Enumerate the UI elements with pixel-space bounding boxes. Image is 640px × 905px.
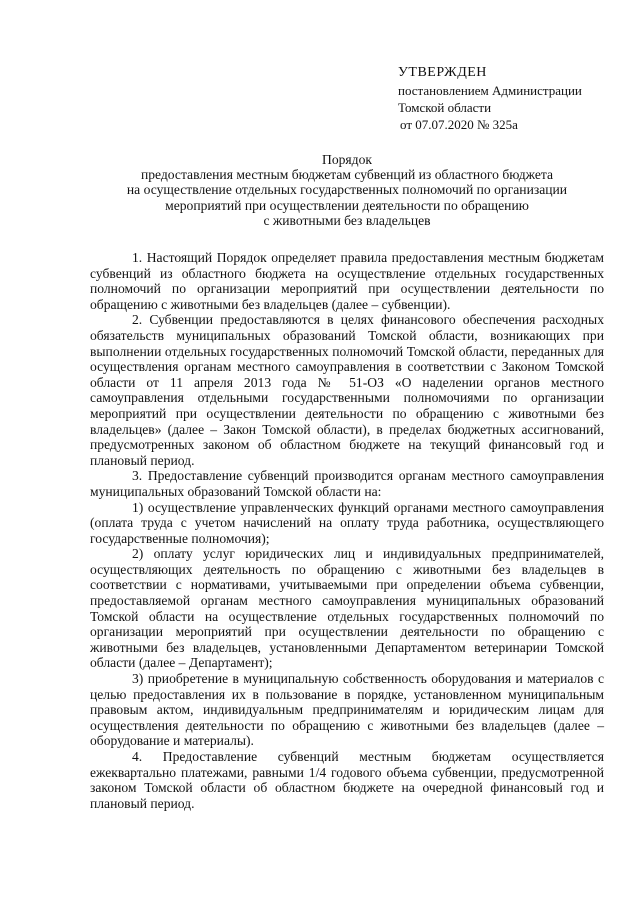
paragraph-4: 4. Предоставление субвенций местным бюджетам осуществляется ежеквартально платежами, равными 1/4 годового объема субвенции, предусмотренной законом Томской области об областном бюджете на очередной финансовый год и плановый период. bbox=[90, 749, 604, 811]
approval-line: постановлением Администрации bbox=[398, 83, 582, 98]
document-body bbox=[90, 250, 604, 811]
paragraph-3: 3. Предоставление субвенций производится органам местного самоуправления муниципальных образований Томской области на: bbox=[90, 468, 604, 499]
approval-date: от 07.07.2020 № 325а bbox=[400, 117, 518, 132]
subparagraph-3-2: 2) оплату услуг юридических лиц и индивидуальных предпринимателей, осуществляющих деятельность по обращению с животными без владельцев в соответствии с нормативами, учитываемыми при определении объема субвенции, предоставляемой органам местного самоуправления муниципальных образований Томской области на осуществление отдельных государственных полномочий по организации мероприятий при осуществлении деятельности по обращению с животными без владельцев, установленными Департаментом ветеринарии Томской области (далее – Департамент); bbox=[90, 546, 604, 671]
title-line: мероприятий при осуществлении деятельности по обращению bbox=[165, 197, 529, 213]
paragraph-1: 1. Настоящий Порядок определяет правила предоставления местным бюджетам субвенций из областного бюджета на осуществление отдельных государственных полномочий по организации мероприятий при осуществлении деятельности по обращению с животными без владельцев (далее – субвенции). bbox=[90, 250, 604, 312]
subparagraph-3-1: 1) осуществление управленческих функций органами местного самоуправления (оплата труда с учетом начислений на оплату труда работника, осуществляющего государственные полномочия); bbox=[90, 499, 604, 546]
paragraph-2: 2. Субвенции предоставляются в целях финансового обеспечения расходных обязательств муниципальных образований Томской области, возникающих при выполнении отдельных государственных полномочий Томской области, переданных для осуществления органам местного самоуправления в соответствии с Законом Томской области от 11 апреля 2013 года № 51-ОЗ «О наделении органов местного самоуправления отдельными государственными полномочиями по организации мероприятий при осуществлении деятельности по обращению с животными без владельцев» (далее – Закон Томской области), в пределах бюджетных ассигнований, предусмотренных законом об областном бюджете на текущий финансовый год и плановый период. bbox=[90, 312, 604, 468]
title-line: предоставления местным бюджетам субвенций из областного бюджета bbox=[140, 167, 554, 183]
approval-stamp bbox=[398, 64, 582, 133]
subparagraph-3-3: 3) приобретение в муниципальную собственность оборудования и материалов с целью предоставления их в пользование в порядке, установленном муниципальным правовым актом, индивидуальным предпринимателям и юридическим лицам для осуществления деятельности по обращению с животными без владельцев (далее – оборудование и материалы). bbox=[90, 671, 604, 749]
title-name: Порядок bbox=[322, 152, 372, 167]
title-line: с животными без владельцев bbox=[263, 212, 431, 228]
title-line: на осуществление отдельных государственных полномочий по организации bbox=[126, 182, 568, 198]
approval-line: Томской области bbox=[398, 100, 492, 115]
approval-heading: УТВЕРЖДЕН bbox=[398, 65, 487, 80]
document-title bbox=[90, 152, 604, 228]
